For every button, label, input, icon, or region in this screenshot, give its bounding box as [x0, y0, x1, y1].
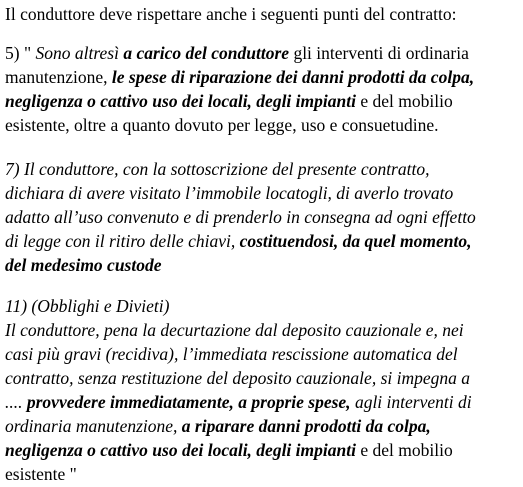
- section-11-line-7: [5, 438, 453, 462]
- section-5-line-2: [5, 65, 474, 89]
- section-11-line-6: [5, 414, 431, 438]
- text-run: 7) Il conduttore, con la sottoscrizione del presente contratto,: [5, 159, 430, 179]
- section-11-line-5: [5, 390, 472, 414]
- text-run: manutenzione,: [5, 67, 112, 87]
- text-run: costituendosi, da quel momento,: [239, 231, 472, 251]
- text-run: del medesimo custode: [5, 255, 162, 275]
- text-run: esistente, oltre a quanto dovuto per legge, uso e consuetudine.: [5, 115, 439, 135]
- section-7-line-4: [5, 229, 471, 253]
- text-run: negligenza o cattivo uso dei locali, degli impianti: [5, 440, 356, 460]
- section-11-line-2: [5, 318, 464, 342]
- text-run: casi più gravi (recidiva), l’immediata rescissione automatica del: [5, 344, 458, 364]
- text-run: dichiara di avere visitato l’immobile locatogli, di averlo trovato: [5, 183, 454, 203]
- text-run: a riparare danni prodotti da colpa,: [181, 416, 431, 436]
- section-11-line-4: [5, 366, 470, 390]
- text-run: ordinaria manutenzione,: [5, 416, 182, 436]
- section-7-line-2: [5, 181, 453, 205]
- text-run: 5) ": [5, 43, 36, 63]
- text-run: 11) (Obblighi e Divieti): [5, 296, 170, 316]
- section-7-line-1: [5, 157, 429, 181]
- text-run: negligenza o cattivo uso dei locali, degli impianti: [5, 91, 356, 111]
- section-5-line-4: [5, 113, 439, 137]
- section-5-line-1: [5, 41, 469, 65]
- text-run: agli interventi di: [350, 392, 472, 412]
- text-run: adatto all’uso convenuto e di prenderlo in consegna ad ogni effetto: [5, 207, 476, 227]
- section-7-line-3: [5, 205, 476, 229]
- section-11-line-8: [5, 462, 77, 486]
- text-run: ....: [5, 392, 27, 412]
- text-run: e del mobilio: [355, 91, 453, 111]
- text-run: provvedere immediatamente, a proprie spese,: [26, 392, 351, 412]
- text-run: a carico del conduttore: [123, 43, 290, 63]
- text-run: esistente ": [5, 464, 77, 484]
- text-run: e del mobilio: [355, 440, 453, 460]
- section-7-line-5: [5, 253, 162, 277]
- text-run: le spese di riparazione dei danni prodotti da colpa,: [111, 67, 475, 87]
- section-5-line-3: [5, 89, 453, 113]
- section-11-line-3: [5, 342, 458, 366]
- text-run: Il conduttore, pena la decurtazione dal deposito cauzionale e, nei: [5, 320, 464, 340]
- text-run: di legge con il ritiro delle chiavi,: [5, 231, 240, 251]
- intro-line: Il conduttore deve rispettare anche i seguenti punti del contratto:: [5, 4, 457, 24]
- text-run: contratto, senza restituzione del deposito cauzionale, si impegna a: [5, 368, 471, 388]
- text-run: gli interventi di ordinaria: [289, 43, 469, 63]
- section-11-line-1: [5, 294, 169, 318]
- text-run: Sono altresì: [35, 43, 124, 63]
